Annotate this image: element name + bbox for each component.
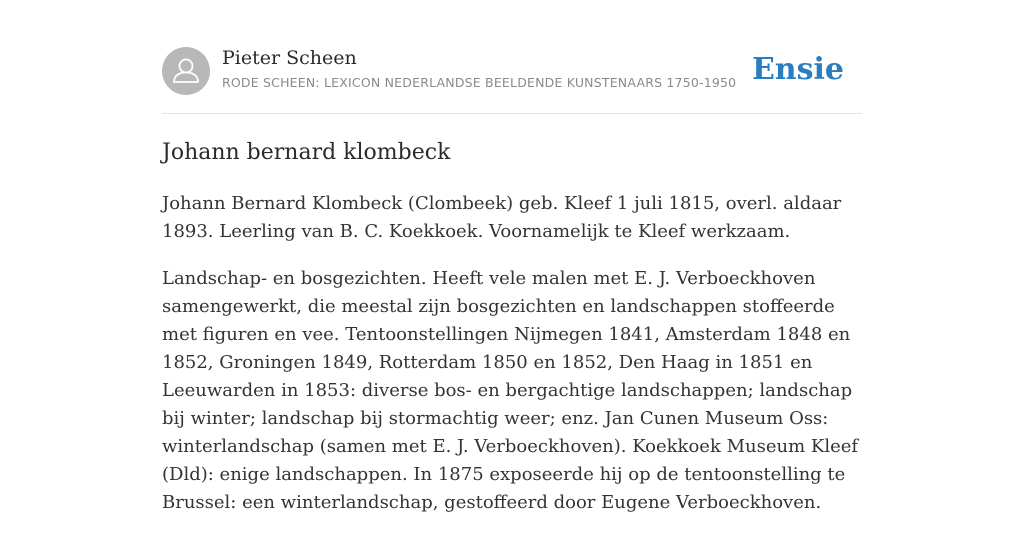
article-paragraph: Landschap- en bosgezichten. Heeft vele malen met E. J. Verboeckhoven samengewerkt, die meestal zijn bosgezichten en landschappen stoffeerde met figuren en vee. Tentoonstellingen Nijmegen 1841, Amsterdam 1848 en 1852, Groningen 1849, Rotterdam 1850 en 1852, Den Haag in 1851 en Leeuwarden in 1853: diverse bos- en bergachtige landschappen; landschap bij winter; landschap bij stormachtig weer; enz. Jan Cunen Museum Oss: winterlandschap (samen met E. J. Verboeckhoven). Koekkoek Museum Kleef (Dld): enige landschappen. In 1875 exposeerde hij op de tentoonstelling te Brussel: een winterlandschap, gestoffeerd door Eugene Verboeckhoven. xyxy=(162,268,859,513)
header-divider xyxy=(162,113,862,114)
brand-logo[interactable]: Ensie xyxy=(751,52,844,87)
article-header xyxy=(162,46,862,96)
page xyxy=(162,0,862,512)
article-body xyxy=(162,190,862,536)
article-title: Johann bernard klombeck xyxy=(162,140,451,165)
source-title[interactable]: RODE SCHEEN: LEXICON NEDERLANDSE BEELDENDE KUNSTENAARS 1750-1950 xyxy=(222,75,737,90)
article-paragraph: Johann Bernard Klombeck (Clombeek) geb. Kleef 1 juli 1815, overl. aldaar 1893. Leerling van B. C. Koekkoek. Voornamelijk te Kleef werkzaam. xyxy=(162,193,842,242)
author-name[interactable]: Pieter Scheen xyxy=(222,47,357,69)
author-avatar[interactable] xyxy=(162,47,210,95)
user-icon xyxy=(162,47,210,95)
